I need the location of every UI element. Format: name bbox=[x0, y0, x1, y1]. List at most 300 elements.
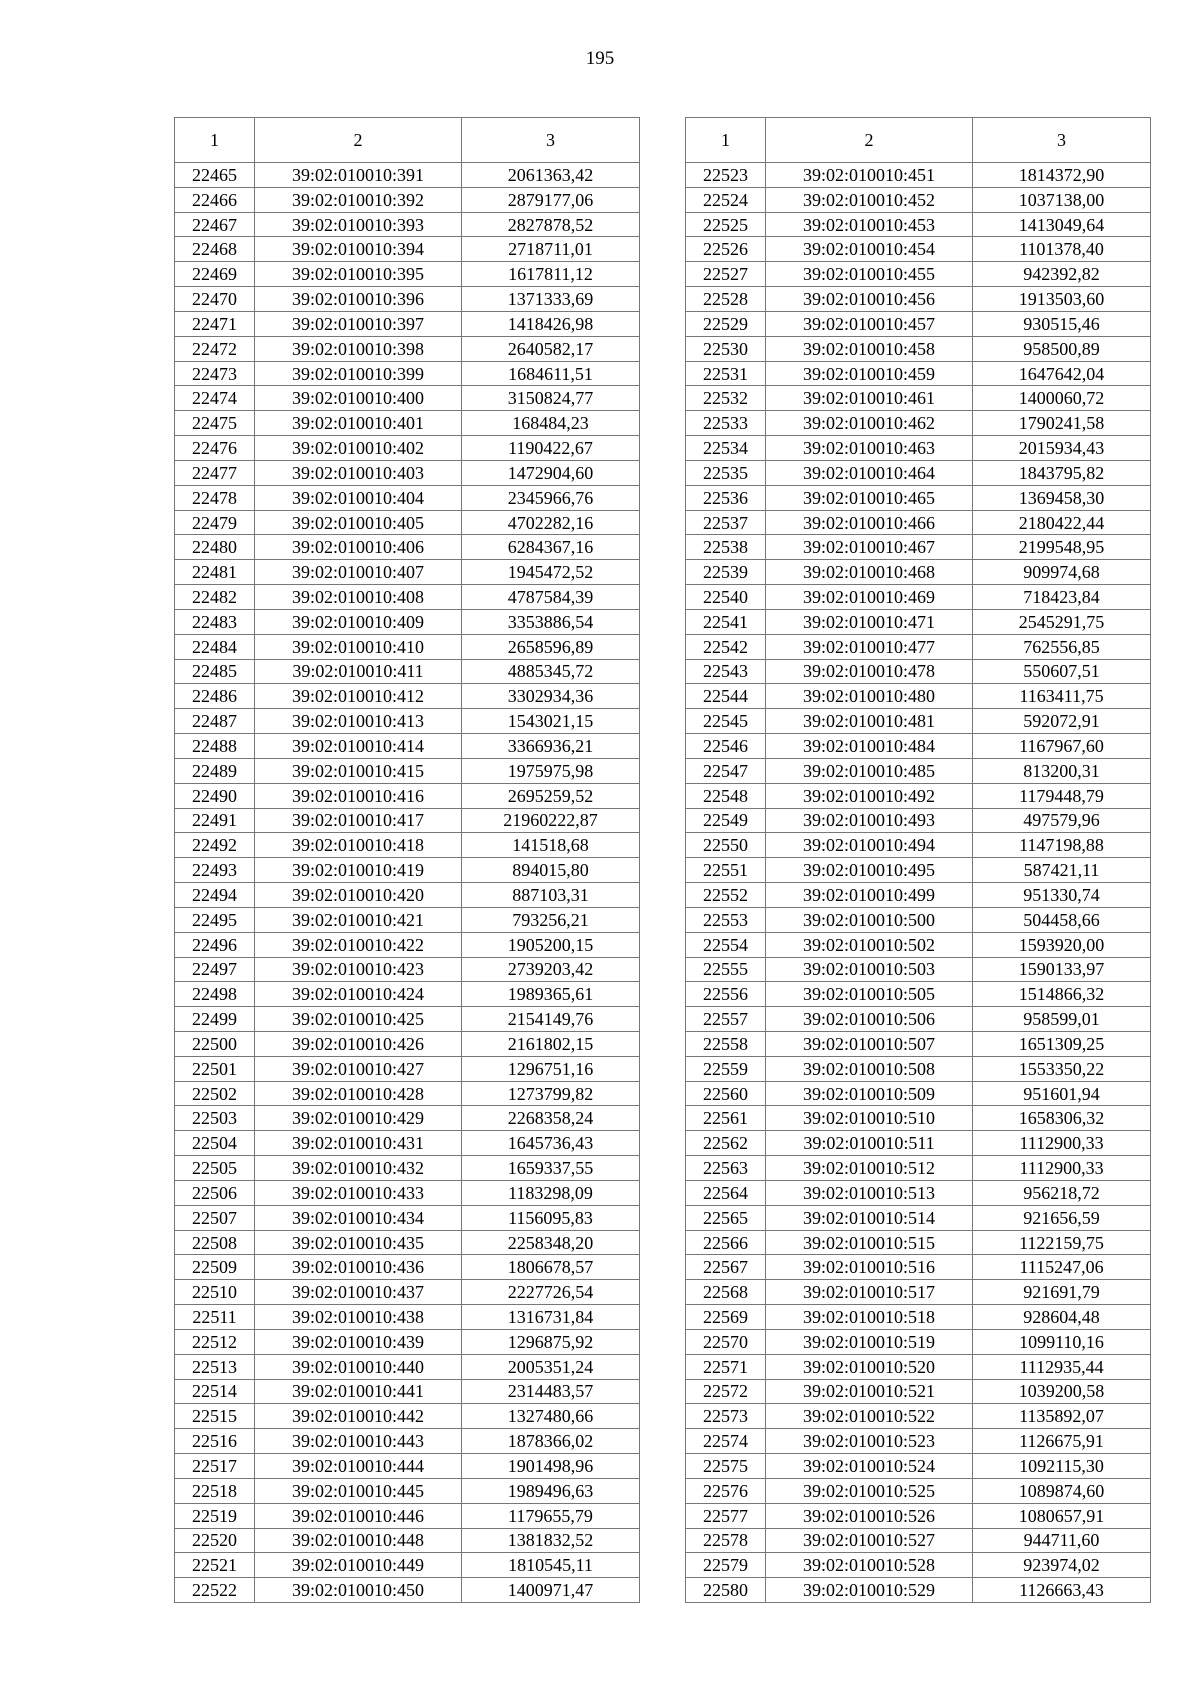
cadastral-number-cell: 39:02:010010:441 bbox=[255, 1379, 462, 1404]
value-cell: 1183298,09 bbox=[462, 1180, 640, 1205]
row-number-cell: 22496 bbox=[175, 932, 255, 957]
table-row bbox=[175, 237, 640, 262]
row-number-cell: 22488 bbox=[175, 734, 255, 759]
table-row bbox=[686, 1180, 1151, 1205]
table-row bbox=[686, 1255, 1151, 1280]
value-cell: 923974,02 bbox=[973, 1553, 1151, 1578]
table-row bbox=[175, 1280, 640, 1305]
table-row bbox=[686, 1578, 1151, 1603]
cadastral-number-cell: 39:02:010010:502 bbox=[766, 932, 973, 957]
cadastral-number-cell: 39:02:010010:462 bbox=[766, 411, 973, 436]
row-number-cell: 22516 bbox=[175, 1429, 255, 1454]
table-row bbox=[686, 734, 1151, 759]
row-number-cell: 22483 bbox=[175, 609, 255, 634]
cadastral-number-cell: 39:02:010010:418 bbox=[255, 833, 462, 858]
cadastral-number-cell: 39:02:010010:417 bbox=[255, 808, 462, 833]
table-row bbox=[686, 485, 1151, 510]
table-row bbox=[686, 1131, 1151, 1156]
cadastral-number-cell: 39:02:010010:422 bbox=[255, 932, 462, 957]
row-number-cell: 22476 bbox=[175, 436, 255, 461]
row-number-cell: 22490 bbox=[175, 783, 255, 808]
row-number-cell: 22485 bbox=[175, 659, 255, 684]
row-number-cell: 22487 bbox=[175, 709, 255, 734]
row-number-cell: 22579 bbox=[686, 1553, 766, 1578]
cadastral-number-cell: 39:02:010010:444 bbox=[255, 1454, 462, 1479]
table-row bbox=[175, 659, 640, 684]
table-row bbox=[686, 212, 1151, 237]
value-cell: 1901498,96 bbox=[462, 1454, 640, 1479]
table-row bbox=[686, 957, 1151, 982]
cadastral-number-cell: 39:02:010010:512 bbox=[766, 1156, 973, 1181]
table-row bbox=[686, 510, 1151, 535]
cadastral-number-cell: 39:02:010010:528 bbox=[766, 1553, 973, 1578]
value-cell: 1810545,11 bbox=[462, 1553, 640, 1578]
table-row bbox=[686, 1454, 1151, 1479]
row-number-cell: 22569 bbox=[686, 1305, 766, 1330]
row-number-cell: 22561 bbox=[686, 1106, 766, 1131]
table-row bbox=[175, 1007, 640, 1032]
row-number-cell: 22515 bbox=[175, 1404, 255, 1429]
table-row bbox=[175, 1379, 640, 1404]
value-cell: 2879177,06 bbox=[462, 187, 640, 212]
cadastral-number-cell: 39:02:010010:452 bbox=[766, 187, 973, 212]
cadastral-number-cell: 39:02:010010:481 bbox=[766, 709, 973, 734]
value-cell: 6284367,16 bbox=[462, 535, 640, 560]
value-cell: 1514866,32 bbox=[973, 982, 1151, 1007]
value-cell: 2015934,43 bbox=[973, 436, 1151, 461]
value-cell: 1989496,63 bbox=[462, 1478, 640, 1503]
table-row bbox=[175, 460, 640, 485]
value-cell: 1647642,04 bbox=[973, 361, 1151, 386]
value-cell: 1418426,98 bbox=[462, 311, 640, 336]
cadastral-number-cell: 39:02:010010:506 bbox=[766, 1007, 973, 1032]
value-cell: 1878366,02 bbox=[462, 1429, 640, 1454]
cadastral-number-cell: 39:02:010010:503 bbox=[766, 957, 973, 982]
value-cell: 1472904,60 bbox=[462, 460, 640, 485]
row-number-cell: 22477 bbox=[175, 460, 255, 485]
table-row bbox=[686, 907, 1151, 932]
table-row bbox=[686, 1056, 1151, 1081]
table-row bbox=[686, 634, 1151, 659]
value-cell: 1659337,55 bbox=[462, 1156, 640, 1181]
table-row bbox=[175, 1056, 640, 1081]
row-number-cell: 22499 bbox=[175, 1007, 255, 1032]
row-number-cell: 22560 bbox=[686, 1081, 766, 1106]
row-number-cell: 22551 bbox=[686, 858, 766, 883]
table-row bbox=[175, 982, 640, 1007]
table-row bbox=[175, 907, 640, 932]
value-cell: 1190422,67 bbox=[462, 436, 640, 461]
value-cell: 21960222,87 bbox=[462, 808, 640, 833]
value-cell: 718423,84 bbox=[973, 585, 1151, 610]
table-row bbox=[175, 1180, 640, 1205]
table-header-row bbox=[686, 118, 1151, 163]
row-number-cell: 22494 bbox=[175, 883, 255, 908]
row-number-cell: 22554 bbox=[686, 932, 766, 957]
table-row bbox=[175, 1553, 640, 1578]
value-cell: 793256,21 bbox=[462, 907, 640, 932]
value-cell: 1296751,16 bbox=[462, 1056, 640, 1081]
value-cell: 1790241,58 bbox=[973, 411, 1151, 436]
register-table-left bbox=[174, 117, 640, 1603]
row-number-cell: 22548 bbox=[686, 783, 766, 808]
row-number-cell: 22573 bbox=[686, 1404, 766, 1429]
cadastral-number-cell: 39:02:010010:495 bbox=[766, 858, 973, 883]
value-cell: 1543021,15 bbox=[462, 709, 640, 734]
row-number-cell: 22520 bbox=[175, 1528, 255, 1553]
row-number-cell: 22539 bbox=[686, 560, 766, 585]
table-row bbox=[175, 1354, 640, 1379]
cadastral-number-cell: 39:02:010010:395 bbox=[255, 262, 462, 287]
register-table-right bbox=[685, 117, 1151, 1603]
table-row bbox=[175, 187, 640, 212]
row-number-cell: 22495 bbox=[175, 907, 255, 932]
row-number-cell: 22514 bbox=[175, 1379, 255, 1404]
cadastral-number-cell: 39:02:010010:434 bbox=[255, 1205, 462, 1230]
cadastral-number-cell: 39:02:010010:419 bbox=[255, 858, 462, 883]
table-row bbox=[175, 1404, 640, 1429]
table-row bbox=[686, 1031, 1151, 1056]
row-number-cell: 22538 bbox=[686, 535, 766, 560]
value-cell: 2005351,24 bbox=[462, 1354, 640, 1379]
table-row bbox=[686, 1503, 1151, 1528]
table-row bbox=[175, 758, 640, 783]
cadastral-number-cell: 39:02:010010:415 bbox=[255, 758, 462, 783]
row-number-cell: 22523 bbox=[686, 163, 766, 188]
table-row bbox=[686, 1205, 1151, 1230]
cadastral-number-cell: 39:02:010010:407 bbox=[255, 560, 462, 585]
value-cell: 1905200,15 bbox=[462, 932, 640, 957]
value-cell: 141518,68 bbox=[462, 833, 640, 858]
table-row bbox=[175, 535, 640, 560]
value-cell: 2154149,76 bbox=[462, 1007, 640, 1032]
value-cell: 2268358,24 bbox=[462, 1106, 640, 1131]
column-header-cadastral-number: 2 bbox=[255, 118, 462, 163]
value-cell: 762556,85 bbox=[973, 634, 1151, 659]
value-cell: 2545291,75 bbox=[973, 609, 1151, 634]
row-number-cell: 22527 bbox=[686, 262, 766, 287]
row-number-cell: 22512 bbox=[175, 1329, 255, 1354]
row-number-cell: 22552 bbox=[686, 883, 766, 908]
cadastral-number-cell: 39:02:010010:485 bbox=[766, 758, 973, 783]
cadastral-number-cell: 39:02:010010:466 bbox=[766, 510, 973, 535]
row-number-cell: 22559 bbox=[686, 1056, 766, 1081]
table-row bbox=[686, 1553, 1151, 1578]
cadastral-number-cell: 39:02:010010:433 bbox=[255, 1180, 462, 1205]
row-number-cell: 22568 bbox=[686, 1280, 766, 1305]
value-cell: 928604,48 bbox=[973, 1305, 1151, 1330]
row-number-cell: 22576 bbox=[686, 1478, 766, 1503]
cadastral-number-cell: 39:02:010010:529 bbox=[766, 1578, 973, 1603]
row-number-cell: 22481 bbox=[175, 560, 255, 585]
row-number-cell: 22474 bbox=[175, 386, 255, 411]
row-number-cell: 22522 bbox=[175, 1578, 255, 1603]
cadastral-number-cell: 39:02:010010:516 bbox=[766, 1255, 973, 1280]
page-number: 195 bbox=[585, 48, 615, 69]
row-number-cell: 22555 bbox=[686, 957, 766, 982]
table-row bbox=[175, 684, 640, 709]
row-number-cell: 22558 bbox=[686, 1031, 766, 1056]
cadastral-number-cell: 39:02:010010:402 bbox=[255, 436, 462, 461]
cadastral-number-cell: 39:02:010010:442 bbox=[255, 1404, 462, 1429]
row-number-cell: 22534 bbox=[686, 436, 766, 461]
table-row bbox=[175, 1255, 640, 1280]
table-row bbox=[686, 311, 1151, 336]
value-cell: 1037138,00 bbox=[973, 187, 1151, 212]
table-row bbox=[175, 1156, 640, 1181]
cadastral-number-cell: 39:02:010010:394 bbox=[255, 237, 462, 262]
cadastral-number-cell: 39:02:010010:410 bbox=[255, 634, 462, 659]
row-number-cell: 22544 bbox=[686, 684, 766, 709]
value-cell: 1806678,57 bbox=[462, 1255, 640, 1280]
table-row bbox=[175, 1578, 640, 1603]
row-number-cell: 22502 bbox=[175, 1081, 255, 1106]
value-cell: 813200,31 bbox=[973, 758, 1151, 783]
row-number-cell: 22509 bbox=[175, 1255, 255, 1280]
cadastral-number-cell: 39:02:010010:520 bbox=[766, 1354, 973, 1379]
table-row bbox=[686, 237, 1151, 262]
value-cell: 1400971,47 bbox=[462, 1578, 640, 1603]
cadastral-number-cell: 39:02:010010:391 bbox=[255, 163, 462, 188]
value-cell: 1126675,91 bbox=[973, 1429, 1151, 1454]
value-cell: 921656,59 bbox=[973, 1205, 1151, 1230]
row-number-cell: 22565 bbox=[686, 1205, 766, 1230]
row-number-cell: 22529 bbox=[686, 311, 766, 336]
row-number-cell: 22526 bbox=[686, 237, 766, 262]
row-number-cell: 22530 bbox=[686, 336, 766, 361]
row-number-cell: 22533 bbox=[686, 411, 766, 436]
row-number-cell: 22505 bbox=[175, 1156, 255, 1181]
table-row bbox=[686, 858, 1151, 883]
row-number-cell: 22498 bbox=[175, 982, 255, 1007]
row-number-cell: 22549 bbox=[686, 808, 766, 833]
value-cell: 2180422,44 bbox=[973, 510, 1151, 535]
cadastral-number-cell: 39:02:010010:523 bbox=[766, 1429, 973, 1454]
row-number-cell: 22543 bbox=[686, 659, 766, 684]
row-number-cell: 22482 bbox=[175, 585, 255, 610]
value-cell: 2199548,95 bbox=[973, 535, 1151, 560]
value-cell: 951601,94 bbox=[973, 1081, 1151, 1106]
row-number-cell: 22468 bbox=[175, 237, 255, 262]
cadastral-number-cell: 39:02:010010:457 bbox=[766, 311, 973, 336]
row-number-cell: 22574 bbox=[686, 1429, 766, 1454]
value-cell: 1843795,82 bbox=[973, 460, 1151, 485]
value-cell: 2314483,57 bbox=[462, 1379, 640, 1404]
value-cell: 1617811,12 bbox=[462, 262, 640, 287]
row-number-cell: 22546 bbox=[686, 734, 766, 759]
table-row bbox=[686, 187, 1151, 212]
table-row bbox=[175, 858, 640, 883]
cadastral-number-cell: 39:02:010010:493 bbox=[766, 808, 973, 833]
value-cell: 2258348,20 bbox=[462, 1230, 640, 1255]
row-number-cell: 22545 bbox=[686, 709, 766, 734]
value-cell: 1369458,30 bbox=[973, 485, 1151, 510]
cadastral-number-cell: 39:02:010010:453 bbox=[766, 212, 973, 237]
table-row bbox=[175, 1503, 640, 1528]
row-number-cell: 22577 bbox=[686, 1503, 766, 1528]
table-row bbox=[175, 1230, 640, 1255]
table-row bbox=[686, 684, 1151, 709]
row-number-cell: 22518 bbox=[175, 1478, 255, 1503]
cadastral-number-cell: 39:02:010010:451 bbox=[766, 163, 973, 188]
value-cell: 2827878,52 bbox=[462, 212, 640, 237]
value-cell: 1126663,43 bbox=[973, 1578, 1151, 1603]
table-row bbox=[175, 932, 640, 957]
row-number-cell: 22521 bbox=[175, 1553, 255, 1578]
cadastral-number-cell: 39:02:010010:500 bbox=[766, 907, 973, 932]
cadastral-number-cell: 39:02:010010:480 bbox=[766, 684, 973, 709]
cadastral-number-cell: 39:02:010010:425 bbox=[255, 1007, 462, 1032]
value-cell: 1645736,43 bbox=[462, 1131, 640, 1156]
table-row bbox=[175, 808, 640, 833]
table-row bbox=[175, 1528, 640, 1553]
cadastral-number-cell: 39:02:010010:439 bbox=[255, 1329, 462, 1354]
cadastral-number-cell: 39:02:010010:514 bbox=[766, 1205, 973, 1230]
cadastral-number-cell: 39:02:010010:421 bbox=[255, 907, 462, 932]
row-number-cell: 22528 bbox=[686, 287, 766, 312]
table-row bbox=[175, 510, 640, 535]
cadastral-number-cell: 39:02:010010:510 bbox=[766, 1106, 973, 1131]
row-number-cell: 22465 bbox=[175, 163, 255, 188]
cadastral-number-cell: 39:02:010010:456 bbox=[766, 287, 973, 312]
cadastral-number-cell: 39:02:010010:432 bbox=[255, 1156, 462, 1181]
table-row bbox=[686, 1007, 1151, 1032]
table-row bbox=[686, 783, 1151, 808]
cadastral-number-cell: 39:02:010010:416 bbox=[255, 783, 462, 808]
cadastral-number-cell: 39:02:010010:438 bbox=[255, 1305, 462, 1330]
cadastral-number-cell: 39:02:010010:455 bbox=[766, 262, 973, 287]
cadastral-number-cell: 39:02:010010:412 bbox=[255, 684, 462, 709]
table-row bbox=[686, 758, 1151, 783]
table-row bbox=[175, 1429, 640, 1454]
table-row bbox=[686, 287, 1151, 312]
value-cell: 2345966,76 bbox=[462, 485, 640, 510]
row-number-cell: 22510 bbox=[175, 1280, 255, 1305]
cadastral-number-cell: 39:02:010010:429 bbox=[255, 1106, 462, 1131]
cadastral-number-cell: 39:02:010010:393 bbox=[255, 212, 462, 237]
row-number-cell: 22471 bbox=[175, 311, 255, 336]
cadastral-number-cell: 39:02:010010:400 bbox=[255, 386, 462, 411]
cadastral-number-cell: 39:02:010010:509 bbox=[766, 1081, 973, 1106]
table-row bbox=[175, 436, 640, 461]
value-cell: 894015,80 bbox=[462, 858, 640, 883]
value-cell: 1553350,22 bbox=[973, 1056, 1151, 1081]
cadastral-number-cell: 39:02:010010:443 bbox=[255, 1429, 462, 1454]
value-cell: 951330,74 bbox=[973, 883, 1151, 908]
cadastral-number-cell: 39:02:010010:428 bbox=[255, 1081, 462, 1106]
value-cell: 1112935,44 bbox=[973, 1354, 1151, 1379]
cadastral-number-cell: 39:02:010010:484 bbox=[766, 734, 973, 759]
cadastral-number-cell: 39:02:010010:446 bbox=[255, 1503, 462, 1528]
value-cell: 1316731,84 bbox=[462, 1305, 640, 1330]
table-row bbox=[175, 163, 640, 188]
value-cell: 1135892,07 bbox=[973, 1404, 1151, 1429]
cadastral-number-cell: 39:02:010010:499 bbox=[766, 883, 973, 908]
cadastral-number-cell: 39:02:010010:440 bbox=[255, 1354, 462, 1379]
table-row bbox=[175, 734, 640, 759]
table-row bbox=[175, 1106, 640, 1131]
value-cell: 3150824,77 bbox=[462, 386, 640, 411]
value-cell: 3353886,54 bbox=[462, 609, 640, 634]
row-number-cell: 22562 bbox=[686, 1131, 766, 1156]
cadastral-number-cell: 39:02:010010:431 bbox=[255, 1131, 462, 1156]
table-row bbox=[175, 1081, 640, 1106]
cadastral-number-cell: 39:02:010010:527 bbox=[766, 1528, 973, 1553]
value-cell: 1115247,06 bbox=[973, 1255, 1151, 1280]
cadastral-number-cell: 39:02:010010:454 bbox=[766, 237, 973, 262]
value-cell: 1658306,32 bbox=[973, 1106, 1151, 1131]
row-number-cell: 22478 bbox=[175, 485, 255, 510]
table-row bbox=[686, 163, 1151, 188]
cadastral-number-cell: 39:02:010010:420 bbox=[255, 883, 462, 908]
table-row bbox=[686, 1429, 1151, 1454]
table-row bbox=[686, 609, 1151, 634]
value-cell: 1167967,60 bbox=[973, 734, 1151, 759]
table-row bbox=[686, 1329, 1151, 1354]
value-cell: 921691,79 bbox=[973, 1280, 1151, 1305]
table-row bbox=[686, 833, 1151, 858]
value-cell: 2739203,42 bbox=[462, 957, 640, 982]
value-cell: 592072,91 bbox=[973, 709, 1151, 734]
cadastral-number-cell: 39:02:010010:508 bbox=[766, 1056, 973, 1081]
value-cell: 1296875,92 bbox=[462, 1329, 640, 1354]
column-header-value: 3 bbox=[973, 118, 1151, 163]
table-row bbox=[686, 808, 1151, 833]
table-row bbox=[175, 783, 640, 808]
column-header-value: 3 bbox=[462, 118, 640, 163]
value-cell: 497579,96 bbox=[973, 808, 1151, 833]
cadastral-number-cell: 39:02:010010:524 bbox=[766, 1454, 973, 1479]
row-number-cell: 22580 bbox=[686, 1578, 766, 1603]
table-row bbox=[175, 957, 640, 982]
row-number-cell: 22466 bbox=[175, 187, 255, 212]
table-row bbox=[686, 460, 1151, 485]
value-cell: 2227726,54 bbox=[462, 1280, 640, 1305]
cadastral-number-cell: 39:02:010010:450 bbox=[255, 1578, 462, 1603]
value-cell: 1080657,91 bbox=[973, 1503, 1151, 1528]
row-number-cell: 22470 bbox=[175, 287, 255, 312]
value-cell: 2640582,17 bbox=[462, 336, 640, 361]
value-cell: 956218,72 bbox=[973, 1180, 1151, 1205]
value-cell: 504458,66 bbox=[973, 907, 1151, 932]
cadastral-number-cell: 39:02:010010:411 bbox=[255, 659, 462, 684]
cadastral-number-cell: 39:02:010010:399 bbox=[255, 361, 462, 386]
row-number-cell: 22572 bbox=[686, 1379, 766, 1404]
cadastral-number-cell: 39:02:010010:423 bbox=[255, 957, 462, 982]
table-row bbox=[686, 1404, 1151, 1429]
row-number-cell: 22508 bbox=[175, 1230, 255, 1255]
cadastral-number-cell: 39:02:010010:521 bbox=[766, 1379, 973, 1404]
cadastral-number-cell: 39:02:010010:492 bbox=[766, 783, 973, 808]
value-cell: 1092115,30 bbox=[973, 1454, 1151, 1479]
row-number-cell: 22486 bbox=[175, 684, 255, 709]
value-cell: 1371333,69 bbox=[462, 287, 640, 312]
table-row bbox=[175, 336, 640, 361]
row-number-cell: 22556 bbox=[686, 982, 766, 1007]
table-row bbox=[175, 485, 640, 510]
row-number-cell: 22504 bbox=[175, 1131, 255, 1156]
value-cell: 887103,31 bbox=[462, 883, 640, 908]
column-header-number: 1 bbox=[175, 118, 255, 163]
row-number-cell: 22506 bbox=[175, 1180, 255, 1205]
value-cell: 1039200,58 bbox=[973, 1379, 1151, 1404]
value-cell: 1112900,33 bbox=[973, 1156, 1151, 1181]
cadastral-number-cell: 39:02:010010:517 bbox=[766, 1280, 973, 1305]
table-row bbox=[686, 709, 1151, 734]
row-number-cell: 22467 bbox=[175, 212, 255, 237]
value-cell: 4787584,39 bbox=[462, 585, 640, 610]
value-cell: 1814372,90 bbox=[973, 163, 1151, 188]
